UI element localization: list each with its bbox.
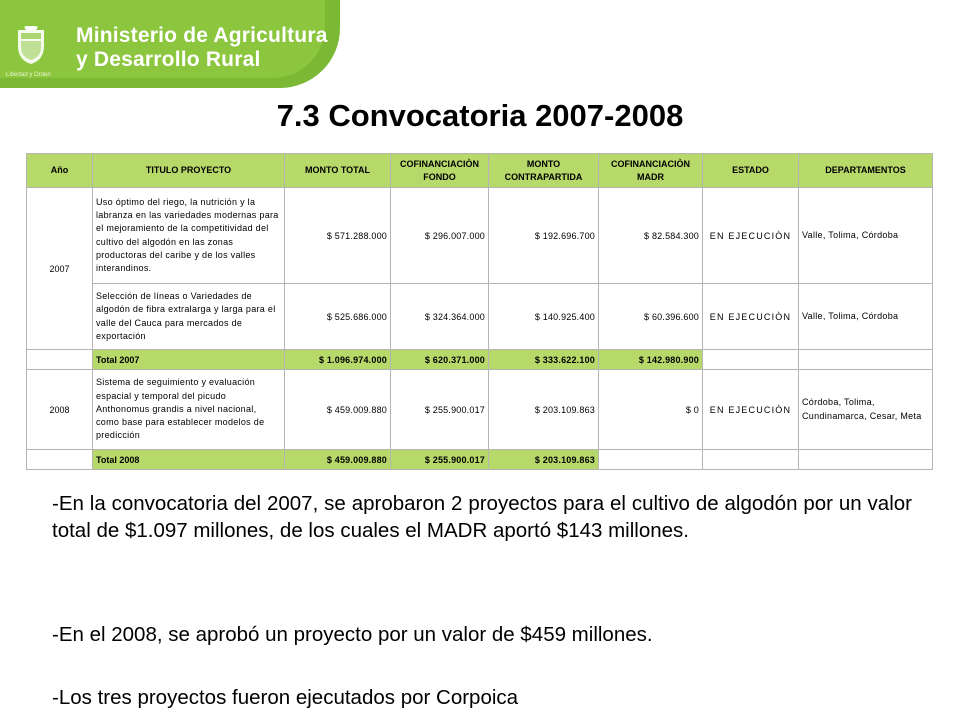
estado-cell: EN EJECUCIÒN <box>703 284 799 350</box>
contrapartida-cell: $ 192.696.700 <box>489 188 599 284</box>
coat-of-arms-icon <box>14 26 48 66</box>
fondo-cell: $ 255.900.017 <box>391 370 489 450</box>
blank-cell <box>703 350 799 370</box>
header-banner-inner <box>0 0 328 78</box>
total-label: Total 2007 <box>93 350 285 370</box>
total-fondo-cell: $ 620.371.000 <box>391 350 489 370</box>
col-header-title: TITULO PROYECTO <box>93 154 285 188</box>
monto-total-cell: $ 525.686.000 <box>285 284 391 350</box>
col-header-total: MONTO TOTAL <box>285 154 391 188</box>
project-title-cell: Selección de líneas o Variedades de algodón de fibra extralarga y larga para el valle del Cauca para mercados de exportación <box>93 284 285 350</box>
summary-paragraph-2008: -En el 2008, se aprobó un proyecto por un valor de $459 millones. <box>52 623 653 646</box>
summary-paragraph-2007: -En la convocatoria del 2007, se aprobaron 2 proyectos para el cultivo de algodón por un valor total de $1.097 millones, de los cuales el MADR aportó $143 millones. <box>52 492 912 542</box>
total-contrapartida-cell: $ 203.109.863 <box>489 450 599 470</box>
estado-cell: EN EJECUCIÒN <box>703 188 799 284</box>
departamentos-cell: Córdoba, Tolima, Cundinamarca, Cesar, Meta <box>799 370 933 450</box>
year-cell: 2008 <box>27 370 93 450</box>
brand-line-2: y Desarrollo Rural <box>76 48 261 71</box>
monto-total-cell: $ 571.288.000 <box>285 188 391 284</box>
fondo-cell: $ 296.007.000 <box>391 188 489 284</box>
projects-table <box>26 153 933 470</box>
estado-cell: EN EJECUCIÒN <box>703 370 799 450</box>
page-title: 7.3 Convocatoria 2007-2008 <box>276 98 684 133</box>
col-header-year: Año <box>27 154 93 188</box>
fondo-cell: $ 324.364.000 <box>391 284 489 350</box>
col-header-departamentos: DEPARTAMENTOS <box>799 154 933 188</box>
departamentos-cell: Valle, Tolima, Córdoba <box>799 284 933 350</box>
brand-line-1: Ministerio de Agricultura <box>76 24 328 47</box>
summary-paragraph-corpoica: -Los tres proyectos fueron ejecutados por Corpoica <box>52 686 519 709</box>
total-2007-row <box>27 350 933 370</box>
table-header-row <box>27 154 933 188</box>
madr-cell: $ 60.396.600 <box>599 284 703 350</box>
total-monto-cell: $ 1.096.974.000 <box>285 350 391 370</box>
blank-cell <box>27 450 93 470</box>
blank-cell <box>703 450 799 470</box>
total-label: Total 2008 <box>93 450 285 470</box>
table-row <box>27 188 933 284</box>
monto-total-cell: $ 459.009.880 <box>285 370 391 450</box>
blank-cell <box>799 450 933 470</box>
blank-cell <box>599 450 703 470</box>
table-row <box>27 284 933 350</box>
total-contrapartida-cell: $ 333.622.100 <box>489 350 599 370</box>
ministry-logo-text <box>76 24 328 72</box>
contrapartida-cell: $ 140.925.400 <box>489 284 599 350</box>
madr-cell: $ 0 <box>599 370 703 450</box>
blank-cell <box>27 350 93 370</box>
total-fondo-cell: $ 255.900.017 <box>391 450 489 470</box>
col-header-madr: COFINANCIACIÒN MADR <box>599 154 703 188</box>
total-monto-cell: $ 459.009.880 <box>285 450 391 470</box>
total-madr-cell: $ 142.980.900 <box>599 350 703 370</box>
col-header-fondo: COFINANCIACIÒN FONDO <box>391 154 489 188</box>
col-header-estado: ESTADO <box>703 154 799 188</box>
table-row <box>27 370 933 450</box>
header-banner <box>0 0 340 88</box>
project-title-cell: Uso óptimo del riego, la nutrición y la labranza en las variedades modernas para el mejoramiento de la competitividad del cultivo del algodón en las zonas productoras del caribe y de los valles interandinos. <box>93 188 285 284</box>
departamentos-cell: Valle, Tolima, Córdoba <box>799 188 933 284</box>
crest-caption: Libertad y Orden <box>6 72 51 78</box>
total-2008-row <box>27 450 933 470</box>
blank-cell <box>799 350 933 370</box>
project-title-cell: Sistema de seguimiento y evaluación espacial y temporal del picudo Anthonomus grandis a nivel nacional, como base para establecer modelos de predicción <box>93 370 285 450</box>
col-header-contrapartida: MONTO CONTRAPARTIDA <box>489 154 599 188</box>
madr-cell: $ 82.584.300 <box>599 188 703 284</box>
year-cell: 2007 <box>27 188 93 350</box>
contrapartida-cell: $ 203.109.863 <box>489 370 599 450</box>
